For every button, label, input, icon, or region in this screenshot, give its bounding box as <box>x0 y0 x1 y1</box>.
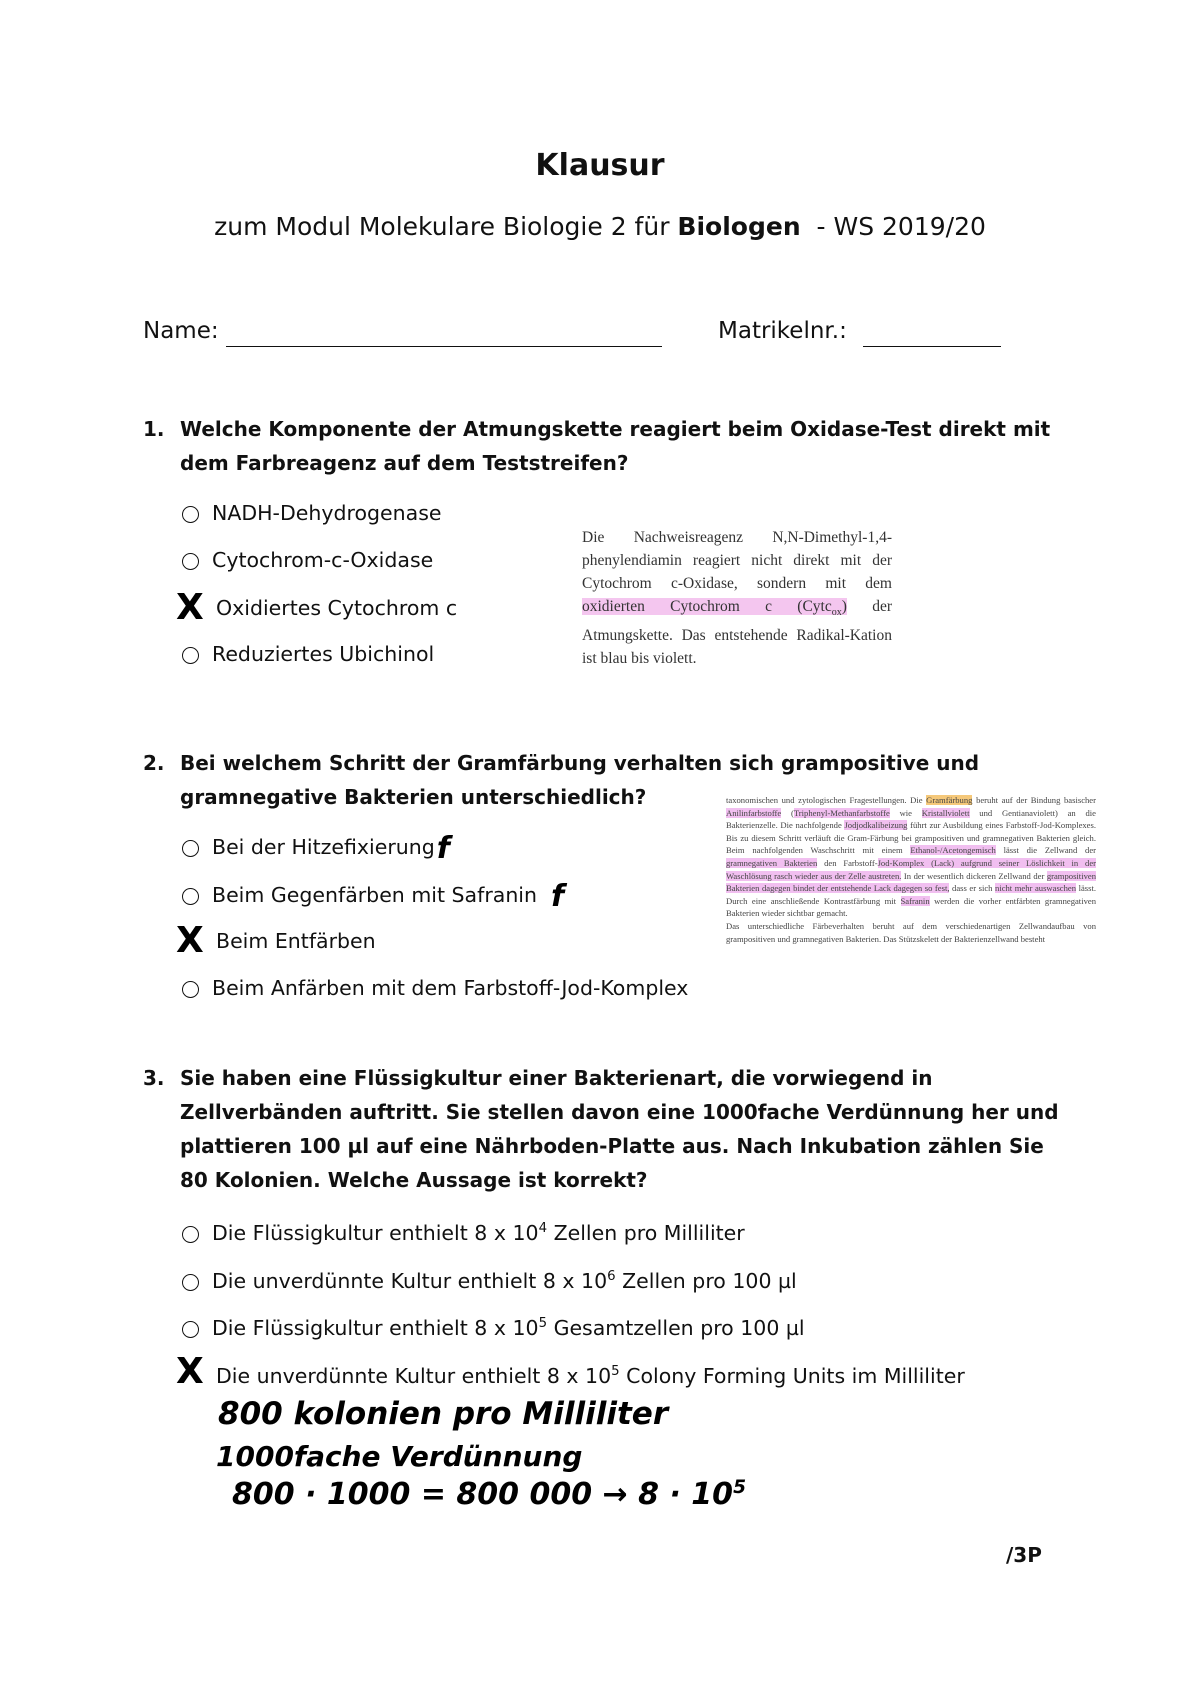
option-label: Beim Gegenfärben mit Safranin <box>212 883 537 907</box>
option-label: NADH-Dehydrogenase <box>212 501 442 525</box>
handwritten-note-line-1: 800 kolonien pro Milliliter <box>218 1396 669 1432</box>
option-label: Die Flüssigkultur enthielt 8 x 10 <box>212 1220 539 1245</box>
quote-text: lässt die Zellwand der <box>995 845 1096 856</box>
quote-highlight: Ethanol-/Acetongemisch <box>910 845 996 856</box>
quote-highlight: Triphenyl-Methanfarbstoffe <box>793 807 890 818</box>
handwritten-note-line-3 <box>232 1477 746 1512</box>
radio-button[interactable] <box>182 1321 199 1338</box>
quote-highlight: gramnegativen Bakterien <box>726 857 818 868</box>
quote-highlight: Jodjodkalibeizung <box>844 820 908 831</box>
points-label: /3P <box>1006 1543 1042 1567</box>
cross-mark-icon: X <box>176 587 204 628</box>
subtitle-text: zum Modul Molekulare Biologie 2 für <box>214 212 678 241</box>
quote-highlight-text: oxidierten Cytochrom c (Cytc <box>582 598 832 615</box>
quote-text: ( <box>781 807 794 818</box>
q2-option-3[interactable] <box>186 926 376 956</box>
page-subtitle <box>0 212 1200 241</box>
matrikel-label: Matrikelnr.: <box>718 318 847 344</box>
q3-option-1[interactable] <box>182 1214 745 1244</box>
quote-text: und Gentianaviolett) an die Bakterienzelle. Die nachfolgende <box>726 807 1096 831</box>
quote-text: werden die vorher entfärbten gramnegativen Bakterien wieder sichtbar gemacht. <box>726 895 1096 919</box>
q1-option-1[interactable] <box>182 498 441 528</box>
quote-text: beruht auf der Bindung basischer <box>972 795 1096 805</box>
option-label: Cytochrom-c-Oxidase <box>212 548 434 572</box>
page-title: Klausur <box>535 148 665 183</box>
quote-highlight: Safranin <box>900 895 930 906</box>
quote-text: dass er sich <box>949 883 996 894</box>
radio-button[interactable] <box>182 888 199 905</box>
radio-button[interactable] <box>182 506 199 523</box>
question-text: Welche Komponente der Atmungskette reagiert beim Oxidase-Test direkt mit dem Farbreagenz auf dem Teststreifen? <box>180 417 1051 475</box>
radio-button[interactable] <box>182 1226 199 1243</box>
name-label: Name: <box>143 318 219 344</box>
matrikel-field-line[interactable] <box>863 346 1001 347</box>
subtitle-bold: Biologen <box>677 212 801 241</box>
radio-button[interactable] <box>182 553 199 570</box>
quote-highlight-end: ) <box>841 598 847 615</box>
radio-button[interactable] <box>182 981 199 998</box>
quote-highlight: Anilinfarbstoffe <box>726 807 782 818</box>
option-label: Die unverdünnte Kultur enthielt 8 x 10 <box>212 1268 608 1293</box>
q3-option-4[interactable] <box>186 1357 965 1387</box>
quote-text: den Farbstoff- <box>817 857 878 868</box>
q2-option-1[interactable] <box>182 830 450 866</box>
quote-subscript: ox <box>831 607 842 619</box>
q1-reference-quote <box>582 526 892 670</box>
q2-reference-quote <box>726 794 1096 945</box>
quote-highlight <box>582 598 847 619</box>
radio-button[interactable] <box>182 647 199 664</box>
handwritten-exponent: 5 <box>733 1477 747 1498</box>
quote-text: wie <box>889 807 922 818</box>
option-exponent: 6 <box>607 1269 616 1284</box>
question-number: 1. <box>143 417 165 441</box>
q2-option-2[interactable] <box>182 878 565 914</box>
quote-highlight: Jod-Komplex (Lack) aufgrund seiner Löslichkeit in der Waschlösung rasch wieder aus der Zelle austreten. <box>726 857 1097 881</box>
q3-option-3[interactable] <box>182 1309 805 1339</box>
option-exponent: 5 <box>538 1316 548 1331</box>
quote-text: In der wesentlich dickeren Zellwand der <box>901 870 1047 881</box>
q2-option-4[interactable] <box>182 973 688 1003</box>
quote-text: Das unterschiedliche Färbeverhalten beruht auf dem verschiedenartigen Zellwandaufbau von grampositiven und gramnegativen Bakterien. Das Stützskelett der Bakterienzellwand besteht <box>726 920 1096 944</box>
option-label: Reduziertes Ubichinol <box>212 642 435 666</box>
q1-option-4[interactable] <box>182 639 434 669</box>
subtitle-term: - WS 2019/20 <box>800 212 986 241</box>
option-label-end: Zellen pro Milliliter <box>547 1220 745 1245</box>
quote-text: lässt. Durch eine anschließende Kontrastfärbung mit <box>726 883 1096 906</box>
quote-highlight: Kristallviolett <box>921 807 970 818</box>
cross-mark-icon: X <box>176 920 204 961</box>
quote-highlight: nicht mehr auswaschen <box>995 883 1077 894</box>
quote-text: führt zur Ausbildung eines Farbstoff-Jod-Komplexes. Bis zu diesem Schritt verläuft die Gram-Färbung bei grampositiven und gramnegativen Bakterien gleich. Beim nachfolgenden Waschschritt mit einem <box>726 820 1096 856</box>
option-exponent: 5 <box>611 1364 620 1379</box>
quote-text: Die Nachweisreagenz N,N-Dimethyl-1,4-phenylendiamin reagiert nicht direkt mit der Cytochrom c-Oxidase, sondern mit dem <box>582 529 892 592</box>
quote-text: taxonomischen und zytologischen Fragestellungen. Die <box>726 795 927 805</box>
q1-option-2[interactable] <box>182 545 433 575</box>
cross-mark-icon: X <box>176 1351 204 1392</box>
question-text: Sie haben eine Flüssigkultur einer Bakterienart, die vorwiegend in Zellverbänden auftritt. Sie stellen davon eine 1000fache Verdünnung her und plattieren 100 µl auf eine Nährboden-Platte aus. Nach Inkubation zählen Sie 80 Kolonien. Welche Aussage ist korrekt? <box>180 1066 1059 1192</box>
quote-highlight: Gramfärbung <box>926 795 973 805</box>
radio-button[interactable] <box>182 840 199 857</box>
question-number: 2. <box>143 751 165 775</box>
option-label: Bei der Hitzefixierung <box>212 835 435 859</box>
question-1 <box>143 412 1073 480</box>
q1-option-3[interactable] <box>186 593 457 623</box>
quote-highlight: grampositiven Bakterien dagegen bindet der entstehende Lack dagegen so fest, <box>726 870 1096 894</box>
option-label: Die unverdünnte Kultur enthielt 8 x 10 <box>216 1363 612 1388</box>
option-label: Die Flüssigkultur enthielt 8 x 10 <box>212 1315 539 1340</box>
handwritten-annotation: f <box>436 831 450 866</box>
option-label: Beim Anfärben mit dem Farbstoff-Jod-Komplex <box>212 976 689 1000</box>
name-field-line[interactable] <box>226 346 662 347</box>
question-text: Bei welchem Schritt der Gramfärbung verhalten sich grampositive und gramnegative Bakterien unterschiedlich? <box>180 751 980 809</box>
option-label-end: Zellen pro 100 µl <box>615 1268 797 1293</box>
option-label-end: Gesamtzellen pro 100 µl <box>547 1315 805 1340</box>
quote-text: der Atmungskette. Das entstehende Radikal-Kation ist blau bis violett. <box>582 598 892 668</box>
question-number: 3. <box>143 1066 165 1090</box>
option-label: Beim Entfärben <box>216 929 376 953</box>
option-label-end: Colony Forming Units im Milliliter <box>619 1363 965 1388</box>
handwritten-annotation: f <box>551 879 565 914</box>
q3-option-2[interactable] <box>182 1262 797 1292</box>
radio-button[interactable] <box>182 1274 199 1291</box>
option-label: Oxidiertes Cytochrom c <box>216 596 458 620</box>
handwritten-note-line-2: 1000fache Verdünnung <box>216 1440 583 1473</box>
handwritten-calculation: 800 · 1000 = 800 000 → 8 · 10 <box>232 1477 734 1512</box>
question-3 <box>143 1061 1073 1197</box>
option-exponent: 4 <box>538 1221 548 1236</box>
